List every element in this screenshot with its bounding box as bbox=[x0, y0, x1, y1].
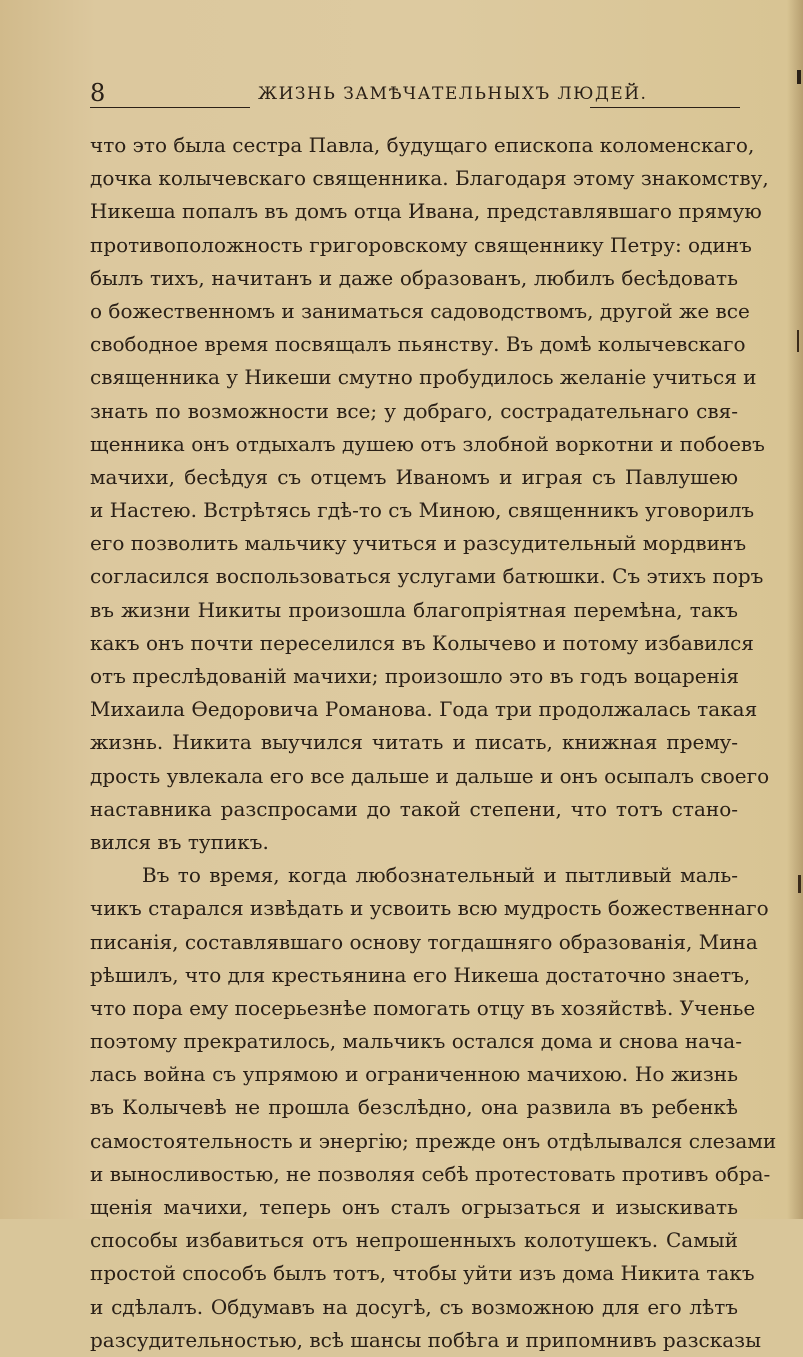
text-line: и выносливостью, не позволяя себѣ протестовать противъ обра- bbox=[90, 1161, 771, 1186]
text-line: лась война съ упрямою и ограниченною мачихою. Но жизнь bbox=[90, 1062, 738, 1087]
text-line: въ жизни Никиты произошла благопріятная перемѣна, такъ bbox=[90, 597, 738, 622]
text-line: вился въ тупикъ. bbox=[90, 829, 269, 854]
text-line: рѣшилъ, что для крестьянина его Никеша достаточно знаетъ, bbox=[90, 962, 751, 987]
text-line: и Настею. Встрѣтясь гдѣ-то съ Миною, священникъ уговорилъ bbox=[90, 498, 755, 523]
text-line: священника у Никеши смутно пробудилось желаніе учиться и bbox=[90, 365, 757, 390]
text-line: Въ то время, когда любознательный и пытливый маль- bbox=[142, 863, 738, 888]
text-line: что это была сестра Павла, будущаго епископа коломенскаго, bbox=[90, 133, 755, 157]
text-line: отъ преслѣдованій мачихи; произошло это въ годъ воцаренія bbox=[90, 664, 739, 688]
margin-mark bbox=[798, 875, 801, 893]
text-line: противоположность григоровскому священнику Петру: одинъ bbox=[90, 232, 752, 257]
text-line: былъ тихъ, начитанъ и даже образованъ, любилъ бесѣдовать bbox=[90, 265, 738, 290]
text-line: согласился воспользоваться услугами батюшки. Съ этихъ поръ bbox=[90, 564, 764, 589]
text-line: щенника онъ отдыхалъ душею отъ злобной воркотни и побоевъ bbox=[90, 431, 765, 456]
text-line: его позволить мальчику учиться и разсудительный мордвинъ bbox=[90, 531, 747, 556]
text-line: разсудительностью, всѣ шансы побѣга и припомнивъ разсказы bbox=[90, 1327, 761, 1352]
header-rule-right bbox=[590, 107, 740, 108]
text-line: Никеша попалъ въ домъ отца Ивана, представлявшаго прямую bbox=[90, 199, 762, 224]
page-header bbox=[90, 79, 740, 109]
body-text bbox=[90, 129, 777, 1357]
text-line: и сдѣлалъ. Обдумавъ на досугѣ, съ возможною для его лѣтъ bbox=[90, 1294, 738, 1319]
text-line: что пора ему посерьезнѣе помогать отцу въ хозяйствѣ. Ученье bbox=[90, 995, 756, 1020]
text-line: писанія, составлявшаго основу тогдашняго образованія, Мина bbox=[90, 929, 758, 954]
text-line: чикъ старался извѣдать и усвоить всю мудрость божественнаго bbox=[90, 896, 769, 921]
text-line: поэтому прекратилось, мальчикъ остался дома и снова нача- bbox=[90, 1029, 742, 1054]
text-line: наставника разспросами до такой степени, что тотъ стано- bbox=[90, 796, 738, 821]
margin-mark bbox=[797, 330, 799, 352]
header-rule-left bbox=[90, 107, 250, 108]
text-line: въ Колычевѣ не прошла безслѣдно, она развила въ ребенкѣ bbox=[90, 1095, 738, 1120]
text-line: самостоятельность и энергію; прежде онъ отдѣлывался слезами bbox=[90, 1128, 777, 1153]
text-line: знать по возможности все; у добраго, сострадательнаго свя- bbox=[90, 398, 738, 423]
text-line: дрость увлекала его все дальше и дальше и онъ осыпалъ своего bbox=[90, 763, 770, 788]
margin-mark bbox=[797, 70, 801, 84]
text-line: мачихи, бесѣдуя съ отцемъ Иваномъ и играя съ Павлушею bbox=[90, 464, 738, 489]
text-line: жизнь. Никита выучился читать и писать, книжная премy- bbox=[90, 730, 738, 755]
text-line: о божественномъ и заниматься садоводствомъ, другой же все bbox=[90, 298, 750, 323]
text-line: дочка колычевскаго священника. Благодаря этому знакомству, bbox=[90, 166, 769, 191]
text-line: свободное время посвящалъ пьянству. Въ домѣ колычевскаго bbox=[90, 332, 746, 357]
text-line: Михаила Ѳедоровича Романова. Года три продолжалась такая bbox=[90, 697, 758, 722]
page-number: 8 bbox=[90, 79, 106, 107]
text-line: щенія мачихи, теперь онъ сталъ огрызаться и изыскивать bbox=[90, 1195, 738, 1219]
text-line: какъ онъ почти переселился въ Колычево и потому избавился bbox=[90, 630, 754, 655]
running-head: ЖИЗНЬ ЗАМѢЧАТЕЛЬНЫХЪ ЛЮДЕЙ. bbox=[258, 84, 648, 104]
text-line: способы избавиться отъ непрошенныхъ колотушекъ. Самый bbox=[90, 1228, 738, 1253]
text-line: простой способъ былъ тотъ, чтобы уйти изъ дома Никита такъ bbox=[90, 1261, 755, 1286]
page-edge-shadow bbox=[787, 0, 803, 1219]
